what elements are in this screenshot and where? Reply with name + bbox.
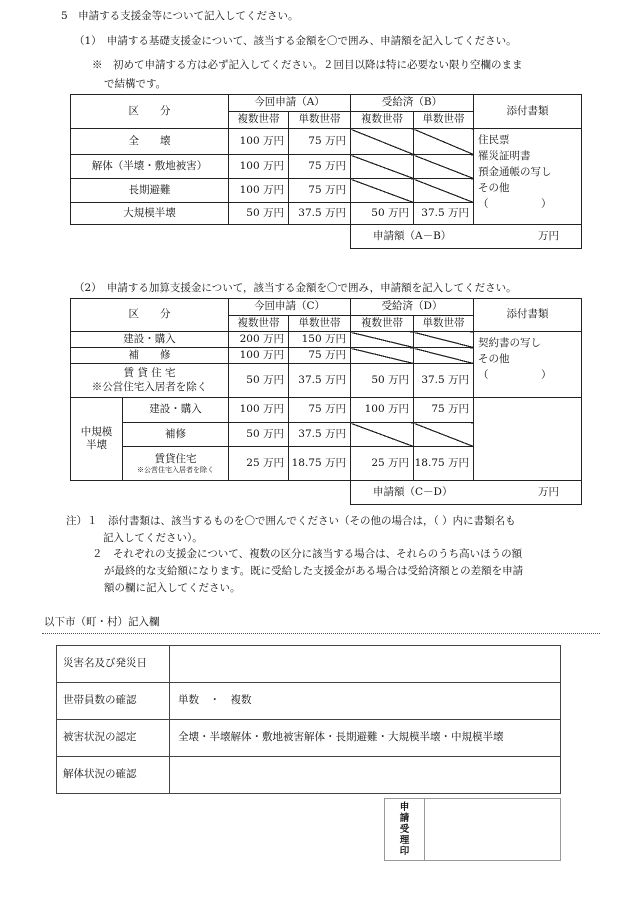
na-cell: [351, 423, 414, 447]
row-label: 全 壊: [71, 129, 229, 155]
group-label-line1: 中規模: [80, 425, 113, 438]
row-label: 解体（半壊・敷地被害）: [71, 155, 229, 179]
amount-d-multi[interactable]: 100 万円: [351, 398, 414, 423]
note1-line2: 記入してください）。: [103, 532, 203, 544]
apply-amount-label: 申請額（A－B）: [351, 225, 474, 249]
na-cell: [414, 423, 474, 447]
amount-c-single[interactable]: 37.5 万円: [289, 364, 351, 398]
header-attach: 添付書類: [474, 95, 582, 129]
amount-d-single[interactable]: 75 万円: [414, 398, 474, 423]
header-current: 今回申請（A）: [229, 95, 351, 112]
office-section-title: 以下市（町・村）記入欄: [44, 616, 160, 628]
amount-a-single[interactable]: 75 万円: [289, 155, 351, 179]
stamp-label: [385, 799, 425, 861]
note2-line1: ２ それぞれの支援金について、複数の区分に該当する場合は、それらのうち高いほうの額: [92, 548, 523, 560]
demolition-status-field[interactable]: [170, 757, 561, 794]
attachment-item[interactable]: 住民票: [478, 134, 510, 146]
amount-c-single[interactable]: 150 万円: [289, 332, 351, 348]
note2-line3: 額の欄に記入してください。: [104, 582, 241, 594]
amount-c-multi[interactable]: 100 万円: [229, 398, 289, 423]
amount-c-multi[interactable]: 25 万円: [229, 447, 289, 481]
header-c-single: 単数世帯: [289, 316, 351, 332]
row-label: [123, 447, 229, 481]
stamp-char: 受: [399, 824, 410, 835]
header-b-multi: 複数世帯: [351, 112, 414, 129]
amount-c-single[interactable]: 18.75 万円: [289, 447, 351, 481]
header-b-single: 単数世帯: [414, 112, 474, 129]
stamp-char: 理: [399, 835, 410, 846]
basic-support-table: [70, 94, 582, 249]
header-received: 受給済（B）: [351, 95, 474, 112]
attachment-other-blank[interactable]: （ ）: [478, 198, 552, 210]
amount-b-single[interactable]: 37.5 万円: [414, 203, 474, 225]
apply-amount-field[interactable]: [474, 481, 582, 505]
na-cell: [414, 332, 474, 348]
na-cell: [414, 179, 474, 203]
part2-heading: （2） 申請する加算支援金について，該当する金額を〇で囲み，申請額を記入してください。: [74, 282, 517, 294]
attachment-item[interactable]: 契約書の写し: [478, 337, 542, 349]
amount-c-multi[interactable]: 100 万円: [229, 348, 289, 364]
amount-c-single[interactable]: 37.5 万円: [289, 423, 351, 447]
header-attach: 添付書類: [474, 299, 582, 332]
apply-amount-label: 申請額（C－D）: [351, 481, 474, 505]
office-table: [56, 645, 561, 794]
note1-line1: 注）１ 添付書類は、該当するものを〇で囲んでください（その他の場合は，（ ）内に書類名も: [66, 515, 516, 527]
amount-a-multi[interactable]: 100 万円: [229, 155, 289, 179]
apply-amount-field[interactable]: [474, 225, 582, 249]
part1-note-line2: で結構です。: [104, 78, 167, 90]
amount-c-single[interactable]: 75 万円: [289, 348, 351, 364]
row-label: 補修: [123, 423, 229, 447]
amount-d-multi[interactable]: 50 万円: [351, 364, 414, 398]
amount-a-single[interactable]: 37.5 万円: [289, 203, 351, 225]
na-cell: [351, 332, 414, 348]
amount-a-single[interactable]: 75 万円: [289, 129, 351, 155]
amount-d-multi[interactable]: 25 万円: [351, 447, 414, 481]
attachment-item[interactable]: 預金通帳の写し: [478, 166, 552, 178]
part1-heading: （1） 申請する基礎支援金について、該当する金額を〇で囲み、申請額を記入してください。: [74, 35, 517, 47]
row-label: 大規模半壊: [71, 203, 229, 225]
row-label-main: 賃貸住宅: [154, 452, 197, 465]
apply-unit: 万円: [538, 229, 559, 242]
amount-d-single[interactable]: 18.75 万円: [414, 447, 474, 481]
disaster-name-field[interactable]: [170, 646, 561, 683]
attachment-item[interactable]: その他: [478, 353, 510, 365]
row-label: [71, 364, 229, 398]
na-cell: [351, 348, 414, 364]
note2-line2: が最終的な支給額になります。既に受給した支援金がある場合は受給済額との差額を申請: [104, 565, 524, 577]
amount-a-multi[interactable]: 50 万円: [229, 203, 289, 225]
part1-note-line1: ※ 初めて申請する方は必ず記入してください。２回目以降は特に必要ない限り空欄のまま: [92, 59, 523, 71]
row-label: 補 修: [71, 348, 229, 364]
na-cell: [414, 129, 474, 155]
amount-c-multi[interactable]: 200 万円: [229, 332, 289, 348]
divider: [42, 633, 600, 634]
office-row-label: 被害状況の認定: [57, 720, 170, 757]
stamp-char: 請: [399, 813, 410, 824]
office-row-label: 解体状況の確認: [57, 757, 170, 794]
receipt-stamp-box: [384, 798, 561, 861]
stamp-char: 印: [399, 846, 410, 857]
row-label: 長期避難: [71, 179, 229, 203]
amount-b-multi[interactable]: 50 万円: [351, 203, 414, 225]
household-count-field[interactable]: 単数 ・ 複数: [170, 683, 561, 720]
header-received: 受給済（D）: [351, 299, 474, 316]
amount-a-single[interactable]: 75 万円: [289, 179, 351, 203]
amount-d-single[interactable]: 37.5 万円: [414, 364, 474, 398]
row-label-note: ※公営住宅入居者を除く: [137, 465, 214, 474]
row-label: 建設・購入: [71, 332, 229, 348]
header-d-multi: 複数世帯: [351, 316, 414, 332]
apply-unit: 万円: [538, 485, 560, 498]
group-label-line2: 半壊: [86, 439, 107, 451]
na-cell: [351, 155, 414, 179]
header-a-single: 単数世帯: [289, 112, 351, 129]
row-label: 建設・購入: [123, 398, 229, 423]
amount-a-multi[interactable]: 100 万円: [229, 179, 289, 203]
amount-c-multi[interactable]: 50 万円: [229, 364, 289, 398]
office-row-label: 災害名及び発災日: [57, 646, 170, 683]
attachments-empty: [474, 398, 582, 481]
header-current: 今回申請（C）: [229, 299, 351, 316]
na-cell: [351, 179, 414, 203]
header-c-multi: 複数世帯: [229, 316, 289, 332]
attachment-other-blank[interactable]: （ ）: [478, 369, 552, 381]
group-label-medium-half: [71, 398, 123, 481]
header-category: 区 分: [71, 299, 229, 332]
stamp-char: 申: [399, 802, 410, 813]
header-category: 区 分: [71, 95, 229, 129]
damage-status-field[interactable]: 全壊・半壊解体・敷地被害解体・長期避難・大規模半壊・中規模半壊: [170, 720, 561, 757]
attachments-cell: [474, 129, 582, 225]
header-d-single: 単数世帯: [414, 316, 474, 332]
na-cell: [351, 129, 414, 155]
na-cell: [414, 348, 474, 364]
attachment-item[interactable]: その他: [478, 182, 510, 194]
stamp-area[interactable]: [425, 799, 561, 861]
amount-a-multi[interactable]: 100 万円: [229, 129, 289, 155]
amount-c-single[interactable]: 75 万円: [289, 398, 351, 423]
attachment-item[interactable]: 罹災証明書: [478, 150, 531, 162]
na-cell: [414, 155, 474, 179]
amount-c-multi[interactable]: 50 万円: [229, 423, 289, 447]
office-row-label: 世帯員数の確認: [57, 683, 170, 720]
attachments-cell: [474, 332, 582, 398]
additional-support-table: [70, 298, 582, 505]
header-a-multi: 複数世帯: [229, 112, 289, 129]
row-label-note: ※公営住宅入居者を除く: [91, 380, 208, 393]
section-title: 5 申請する支援金等について記入してください。: [61, 10, 299, 22]
row-label-main: 賃 貸 住 宅: [123, 367, 176, 380]
